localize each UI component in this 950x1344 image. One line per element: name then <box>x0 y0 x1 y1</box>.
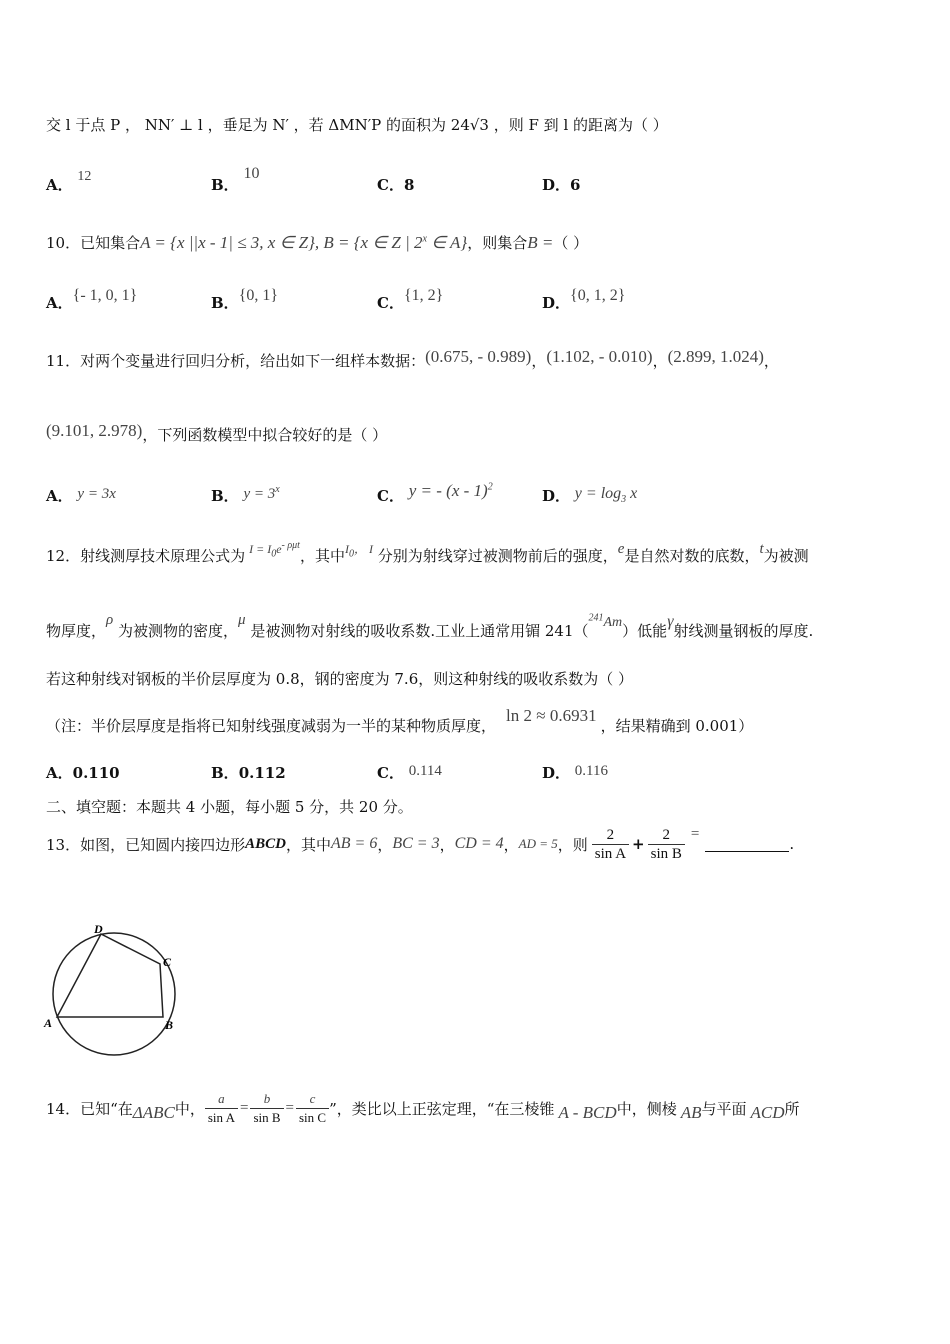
q12-option-a: A．0.110 <box>46 764 120 782</box>
q11-option-c: C． y = - (x - 1)$^2$ <box>377 481 493 505</box>
q13-figure <box>42 918 192 1058</box>
q10-stem: 10．已知集合A = {x ||x - 1| ≤ 3, x ∈ Z}, B = {x ∈ Z | 2$^x$ ∈ A}，则集合B =（ ） <box>46 233 589 252</box>
vertex-label-a: A <box>44 1016 53 1030</box>
q11-option-a: A． y = 3x <box>46 486 116 505</box>
q12-line-2: 物厚度，ρ 为被测物的密度，μ 是被测物对射线的吸收系数.工业上通常用镅 241（$^{241}$Am）低能γ射线测量钢板的厚度. <box>46 612 814 640</box>
vertex-label-c: C <box>163 955 172 969</box>
q10-option-b: B．{0, 1} <box>211 287 279 312</box>
q12-option-d: D． 0.116 <box>542 763 608 782</box>
q10-option-d: D．{0, 1, 2} <box>542 287 626 312</box>
q10-set-definition: A = {x ||x - 1| ≤ 3, x ∈ Z}, B = {x ∈ Z | 2$^x$ ∈ A} <box>140 233 468 252</box>
q9-option-d: D．6 <box>542 176 581 194</box>
q9-option-a: A． 12 <box>46 169 92 194</box>
q12-option-c: C． 0.114 <box>377 763 442 782</box>
q9-text: 交 l 于点 P ， NN′ ⊥ l ，垂足为 N′ ，若 ΔMN′P 的面积为 24√3 ，则 F 到 l 的距离为（ ） <box>46 116 668 134</box>
q14-stem: 14．已知“在 ΔABC 中， $\frac{a}{\text{sin A}}$ = $\frac{b}{\text{sin B}}$ = $\frac{c}{\text{sin C}}$ ”，类比以上正弦定理，“在三棱锥 A - BCD 中，侧棱 AB 与平面 ACD 所 <box>46 1090 800 1125</box>
q12-line-3: 若这种射线对钢板的半价层厚度为 0.8，钢的密度为 7.6，则这种射线的吸收系数为（ ） <box>46 670 634 688</box>
q11-stem: 11．对两个变量进行回归分析，给出如下一组样本数据：(0.675, - 0.989)，(1.102, - 0.010)，(2.899, 1.024)， <box>46 347 779 370</box>
vertex-label-b: B <box>165 1018 174 1032</box>
section-heading: 二、填空题：本题共 4 小题，每小题 5 分，共 20 分。 <box>46 798 413 816</box>
q12-line-4: （注：半价层厚度是指将已知射线强度减弱为一半的某种物质厚度，ln 2 ≈ 0.6931，结果精确到 0.001） <box>46 706 754 735</box>
q10-option-a: A．{- 1, 0, 1} <box>46 287 138 312</box>
q11-stem-2: (9.101, 2.978)，下列函数模型中拟合较好的是（ ） <box>46 421 388 444</box>
q9-option-b: B． 10 <box>211 165 260 194</box>
q9-option-c: C．8 <box>377 176 415 194</box>
circumcircle <box>53 933 175 1055</box>
q11-option-d: D． $y = \log_3 x$ <box>542 485 638 506</box>
q11-option-b: B． $y = 3^x$ <box>211 484 280 505</box>
q13-answer-blank[interactable] <box>705 837 789 852</box>
q10-option-c: C．{1, 2} <box>377 287 444 312</box>
q12-option-b: B．0.112 <box>211 764 286 782</box>
quadrilateral <box>57 934 163 1017</box>
q9-line <box>46 114 668 135</box>
q13-stem: 13．如图，已知圆内接四边形 ABCD ，其中 AB = 6 ， BC = 3 ， CD = 4 ， AD = 5 ，则 $\frac{2}{\text{sin A}}$ + $\frac{2}{\text{sin B}}$ = . <box>46 825 795 862</box>
q12-line-1: 12．射线测厚技术原理公式为 $^{I = I_0e^{- \rho\mu t}}$，其中$^{I_0, I}$ 分别为射线穿过被测物前后的强度，e是自然对数的底数，t为被测 <box>46 540 809 565</box>
vertex-label-d: D <box>94 922 103 936</box>
